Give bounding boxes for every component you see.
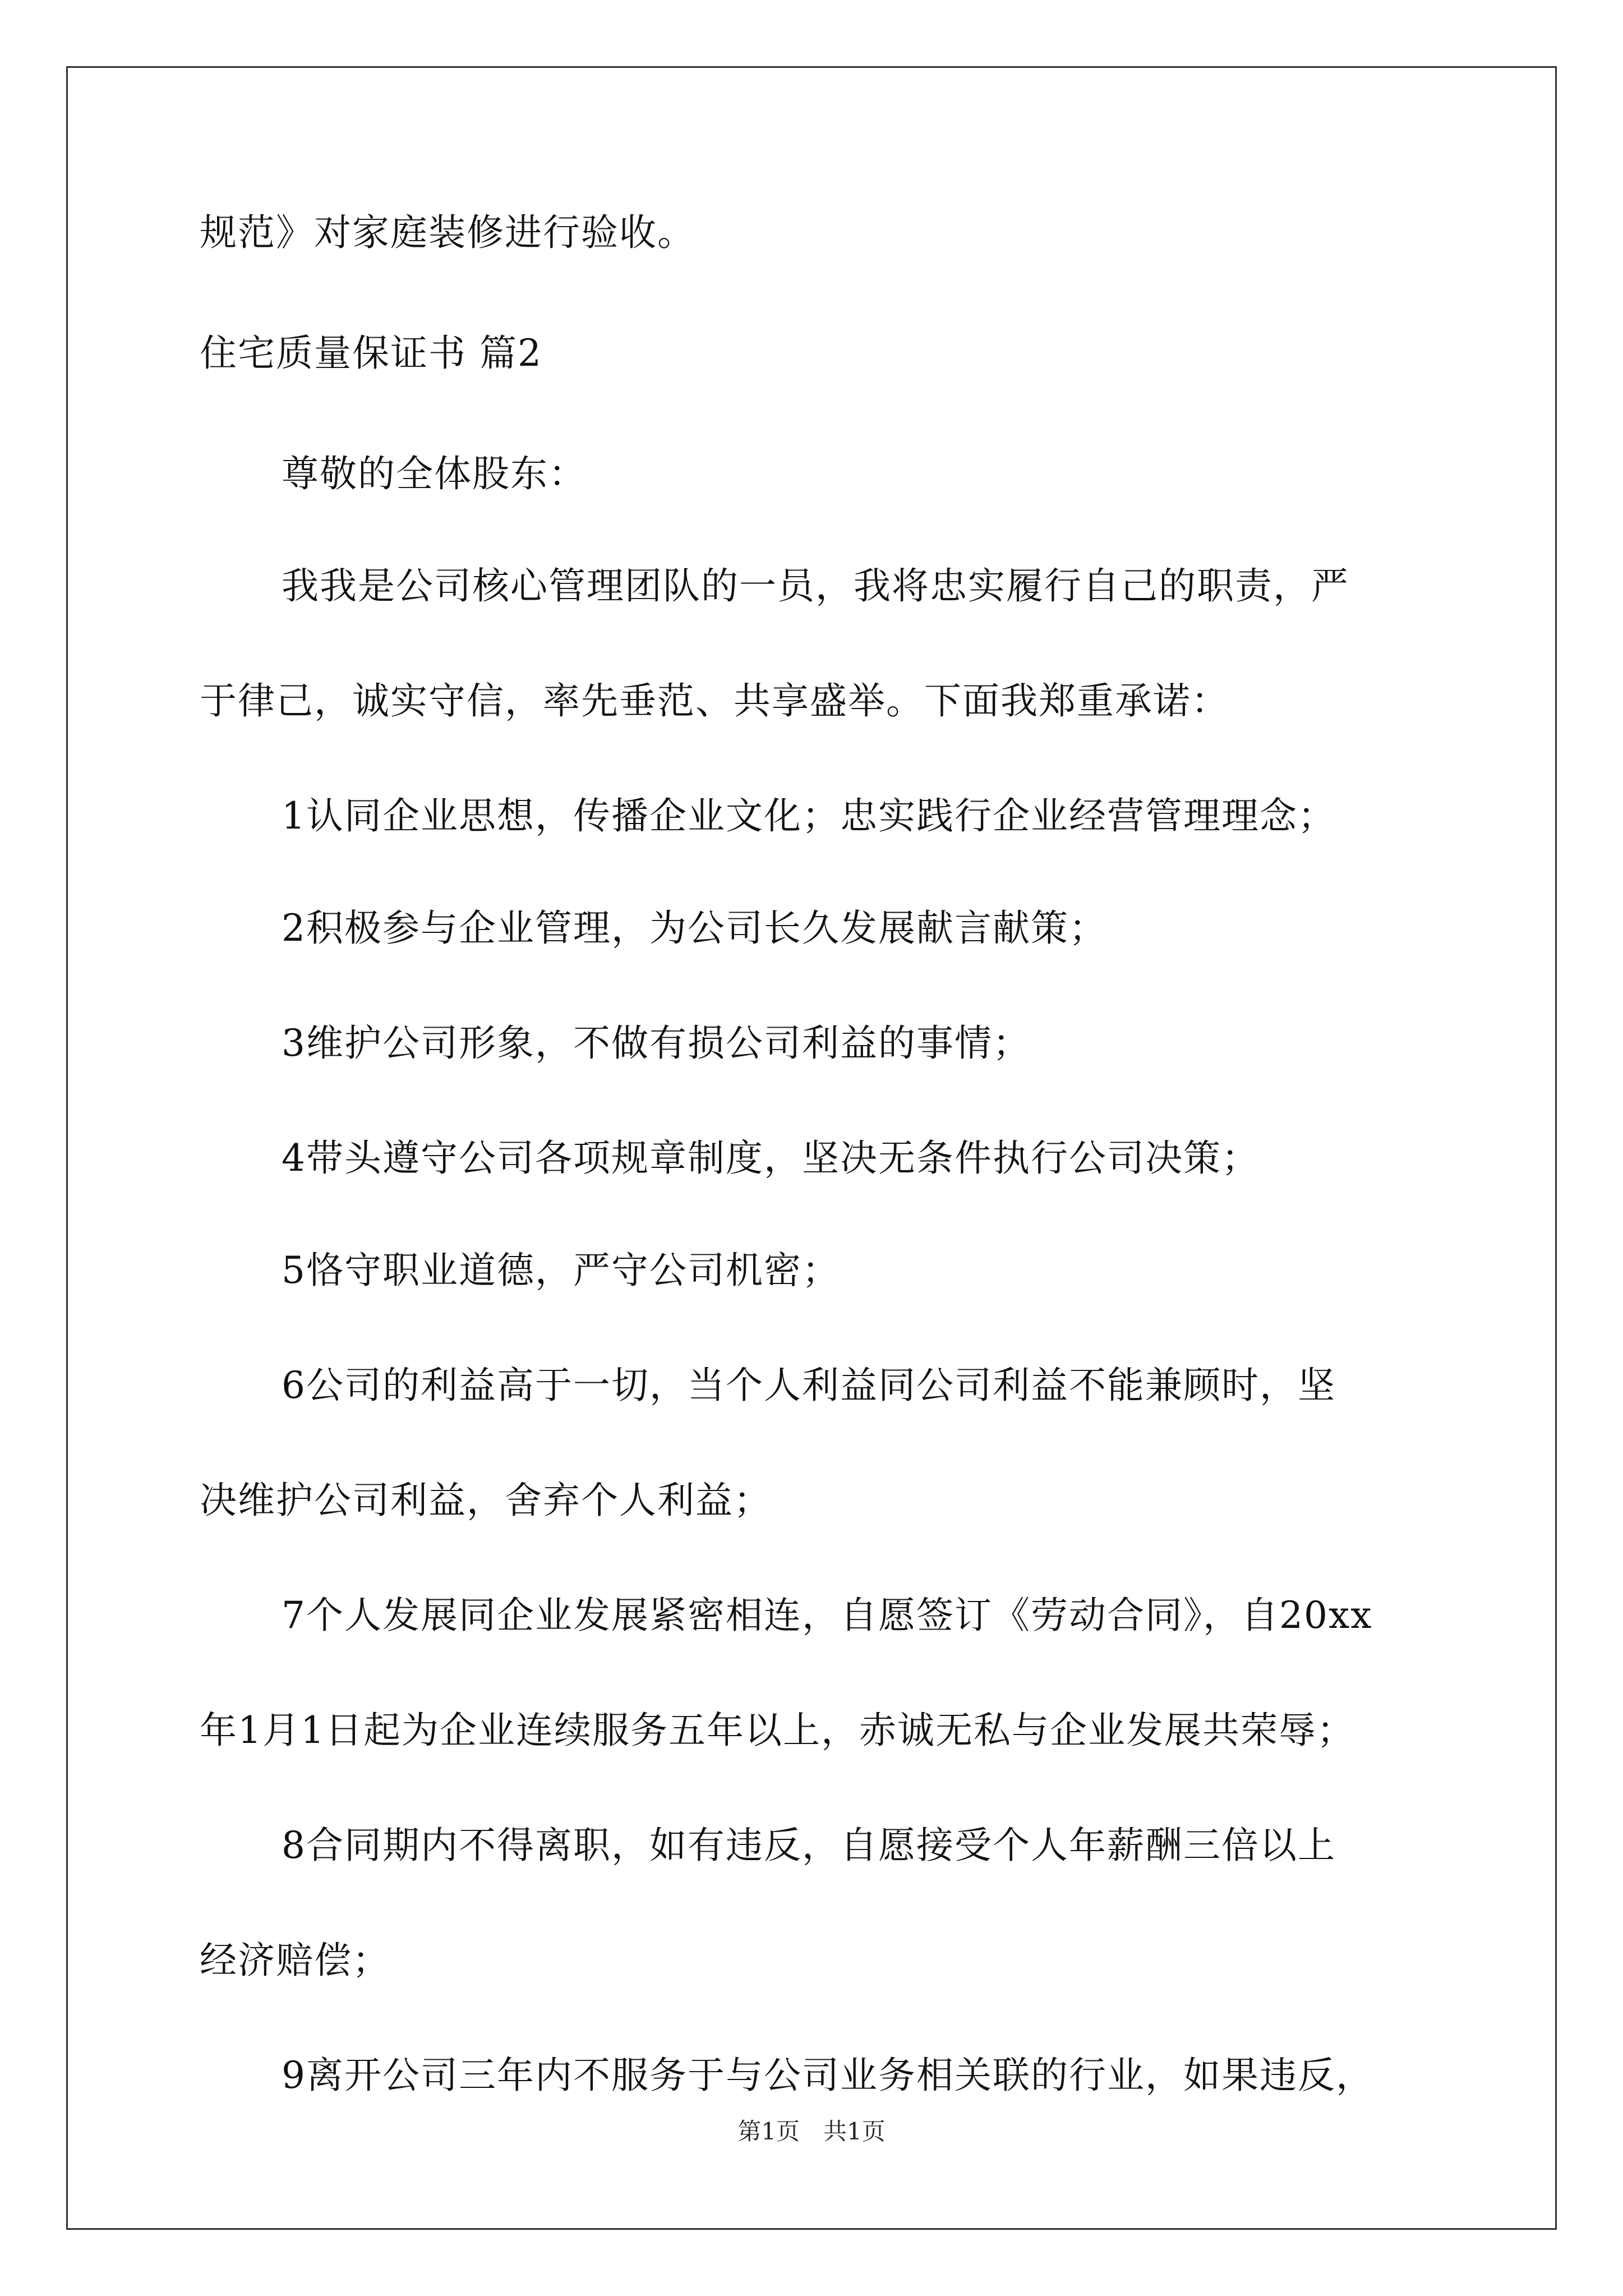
section-heading: 住宅质量保证书 篇2 [200, 332, 542, 375]
list-item: 3维护公司形象，不做有损公司利益的事情； [282, 1022, 1031, 1065]
list-item: 8合同期内不得离职，如有违反，自愿接受个人年薪酬三倍以上 [282, 1824, 1336, 1867]
list-item: 4带头遵守公司各项规章制度，坚决无条件执行公司决策； [282, 1137, 1260, 1180]
list-item: 7个人发展同企业发展紧密相连，自愿签订《劳动合同》，自20xx [282, 1594, 1373, 1637]
page-footer: 第1页 共1页 [737, 2118, 886, 2145]
list-item: 9离开公司三年内不服务于与公司业务相关联的行业，如果违反， [282, 2054, 1374, 2097]
list-item: 5恪守职业道德，严守公司机密； [282, 1249, 840, 1292]
text-line: 我我是公司核心管理团队的一员，我将忠实履行自己的职责，严 [282, 564, 1349, 608]
text-line: 规范》对家庭装修进行验收。 [200, 211, 695, 254]
text-line: 年1月1日起为企业连续服务五年以上，赤诚无私与企业发展共荣辱； [200, 1709, 1355, 1752]
list-item: 6公司的利益高于一切，当个人利益同公司利益不能兼顾时，坚 [282, 1364, 1336, 1407]
text-line: 经济赔偿； [200, 1939, 390, 1982]
text-line: 决维护公司利益，舍弃个人利益； [200, 1479, 772, 1522]
salutation: 尊敬的全体股东： [282, 452, 587, 495]
list-item: 2积极参与企业管理，为公司长久发展献言献策； [282, 907, 1107, 950]
text-line: 于律己，诚实守信，率先垂范、共享盛举。下面我郑重承诺： [200, 679, 1229, 723]
list-item: 1认同企业思想，传播企业文化；忠实践行企业经营管理理念； [282, 794, 1336, 838]
